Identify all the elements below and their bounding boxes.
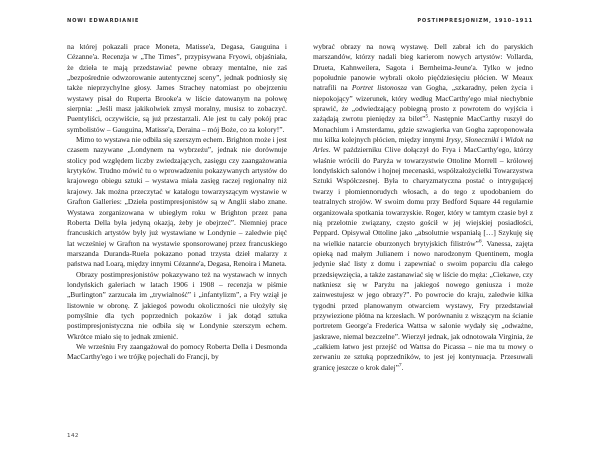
paragraph: na której pokazali prace Moneta, Matisse'a, Degasa, Gauguina i Cézanne'a. Recenzja w „The Times”, przypisywana Fryowi, objaśniała, że dzieła te mają przedstawiać pewne obrazy mentalne, nie zaś „bezpośrednie odwzorowanie autentycznej sceny”, jednak podniosły się także nieprzychylne głosy. James Strachey natomiast po obejrzeniu wystawy pisał do Ruperta Brooke'a w liście datowanym na połowę sierpnia: „Jeśli masz jakikolwiek zmysł moralny, musisz to zobaczyć. Puentyliści, oczywiście, są już przestarzali. Ale jest tu cały pokój prac symbolistów – Gauguina, Matisse'a, Deraina – mój Boże, co za kolory!”. (67, 42, 287, 134)
text-columns (67, 42, 533, 420)
right-text-column (313, 42, 533, 420)
left-text-column (67, 42, 287, 420)
paragraph: Mimo to wystawa nie odbiła się szerszym echem. Brighton może i jest czasem nazywane „Londynem na wybrzeżu”, jednak nie dorównuje stolicy pod względem liczby zwiedzających, zasięgu czy zaangażowania krytyków. Trudno mówić tu o wprowadzeniu pokazywanych artystów do krajowego obiegu sztuki – wystawa miała zasięg raczej regionalny niż krajowy. Jak można przeczytać w katalogu towarzyszącym wystawie w Grafton Galleries: „Dzieła postimpresjonistów są w Anglii słabo znane. Wystawa zorganizowana w ubiegłym roku w Brighton przez pana Roberta Della była jedyną okazją, żeby je obejrzeć”. Niemniej prace francuskich artystów były już wystawiane w Londynie – zaledwie pięć lat wcześniej w Grafton na wystawie sponsorowanej przez francuskiego marszanda Duranda-Ruela pokazano ponad trzysta dzieł malarzy z państwa nad Loarą, między innymi Cézanne'a, Degasa, Renoira i Maneta. (67, 135, 287, 269)
running-head-left: NOWI EDWARDIANIE (67, 18, 140, 24)
paragraph: Obrazy postimpresjonistów pokazywano też na wystawach w innych londyńskich galeriach w latach 1906 i 1908 – recenzja w piśmie „Burlington” zarzucała im „trywialność” i „infantylizm”, a Fry wziął je listownie w obronę. Z jakiegoś powodu okoliczności nie ułożyły się pomyślnie dla tych poprzednich pokazów i jak dotąd sztuka postimpresjonistyczna nie odbiła się w Londynie szerszym echem. Wkrótce miało się to jednak zmienić. (67, 269, 287, 341)
paragraph: wybrać obrazy na nową wystawę. Dell zabrał ich do paryskich marszandów, którzy nadali bieg karierom nowych artystów: Vollarda, Drueta, Kahnweilera, Sagota i Bernheima-Jeune'a. Tylko w jedno popołudnie panowie wybrali około pięćdziesięciu płócien. W Meaux natrafili na Portret listonosza van Gogha, „szkaradny, pełen życia i niepokojący” wizerunek, który według MacCarthy'ego miał niechybnie sprawić, że „odwiedzający pobiegną prosto z powrotem do wyjścia i zażądają zwrotu pieniędzy za bilet”$^5$. Następnie MacCarthy ruszył do Monachium i Amsterdamu, gdzie szwagierka van Gogha zaproponowała mu kilka kolejnych płócien, między innymi Irysy, Słoneczniki i Widok na Arles. W październiku Clive dołączył do Frya i MacCarthy'ego, którzy właśnie wrócili do Paryża w towarzystwie Ottoline Morrell – królowej londyńskich salonów i hojnej mecenaski, współzałożycielki Towarzystwa Sztuki Współczesnej. Była to charyzmatyczna postać o intrygującej twarzy i płomiennorudych włosach, a do tego z upodobaniem do teatralnych strojów. W swoim domu przy Bedford Square 44 regularnie organizowała spotkania towarzyskie. Roger, który w tamtym czasie był z nią przelotnie związany, często gościł w jej wiejskiej posiadłości, Peppard. Opisywał Ottoline jako „absolutnie wspaniałą […] Szykuję się na wielkie natarcie oburzonych brytyjskich filistrów”$^6$. Vanessa, zajęta opieką nad małym Julianem i nowo narodzonym Quentinem, mogła jedynie słać listy z domu i zapewniać o swoim poparciu dla całego przedsięwzięcia, a także zastanawiać się w liście do męża: „Ciekawe, czy natkniesz się w Paryżu na jakiegoś nowego geniusza i może zainwestujesz w jego obrazy?”. Po powrocie do kraju, zaledwie kilka tygodni przed planowanym otwarciem wystawy, Fry przedstawiał przywiezione płótna na krzesłach. W porównaniu z wiszącym na ścianie portretem George'a Frederica Wattsa w salonie wydały się „odważne, jaskrawe, niemal bezczelne”. Wierzył jednak, jak odnotowała Virginia, że „całkiem łatwo jest przejść od Wattsa do Picassa – nie ma tu mowy o zerwaniu ze sztuką poprzedników, to jest jej kontynuacja. Przesuwali granicę jeszcze o krok dalej”$^7$. (313, 42, 534, 372)
page-number: 142 (67, 433, 79, 439)
paragraph: We wrześniu Fry zaangażował do pomocy Roberta Della i Desmonda MacCarthy'ego i we trójkę pojechali do Francji, by (67, 341, 287, 362)
running-head-right: POSTIMPRESJONIZM, 1910–1911 (417, 18, 533, 24)
